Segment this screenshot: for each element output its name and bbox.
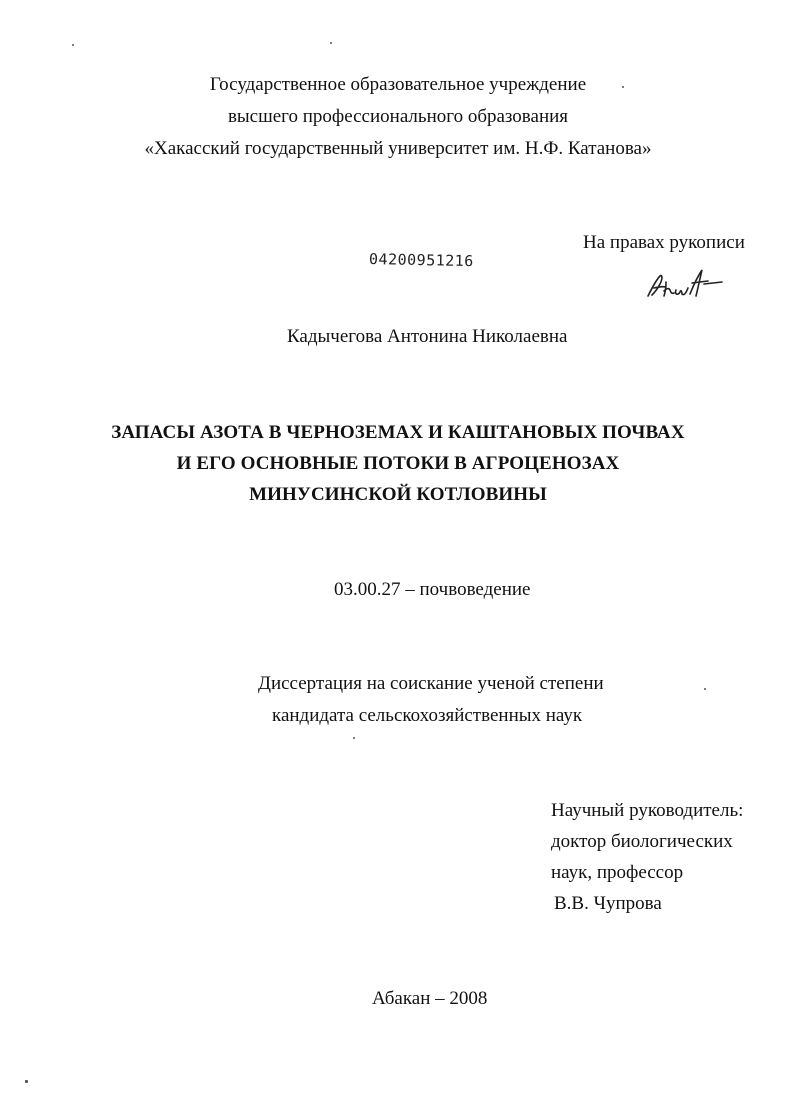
scan-speck (72, 44, 74, 46)
dissertation-title-line-1: ЗАПАСЫ АЗОТА В ЧЕРНОЗЕМАХ И КАШТАНОВЫХ ПОЧВАХ (111, 422, 685, 443)
scan-speck (704, 688, 706, 690)
registration-stamp-number: 04200951216 (368, 250, 475, 271)
place-and-year: Абакан – 2008 (372, 988, 488, 1009)
scan-speck (330, 42, 332, 44)
manuscript-rights-label: На правах рукописи (583, 232, 745, 253)
institution-line-3: «Хакасский государственный университет им. Н.Ф. Катанова» (144, 138, 652, 159)
institution-line-1: Государственное образовательное учреждение (209, 74, 587, 95)
author-signature (640, 266, 730, 306)
degree-line-1: Диссертация на соискание ученой степени (258, 673, 604, 694)
supervisor-label: Научный руководитель: (551, 800, 744, 821)
scan-speck (622, 86, 624, 88)
dissertation-title-line-2: И ЕГО ОСНОВНЫЕ ПОТОКИ В АГРОЦЕНОЗАХ (176, 453, 620, 474)
degree-line-2: кандидата сельскохозяйственных наук (272, 705, 583, 726)
scan-speck (25, 1080, 28, 1083)
supervisor-degree-line-2: наук, профессор (551, 862, 684, 883)
supervisor-degree-line-1: доктор биологических (551, 831, 733, 852)
institution-line-2: высшего профессионального образования (227, 106, 569, 127)
scan-speck (353, 737, 355, 739)
supervisor-name: В.В. Чупрова (554, 893, 662, 914)
specialty-code: 03.00.27 – почвоведение (334, 579, 531, 600)
dissertation-title-line-3: МИНУСИНСКОЙ КОТЛОВИНЫ (249, 484, 547, 505)
author-name: Кадычегова Антонина Николаевна (287, 326, 568, 347)
